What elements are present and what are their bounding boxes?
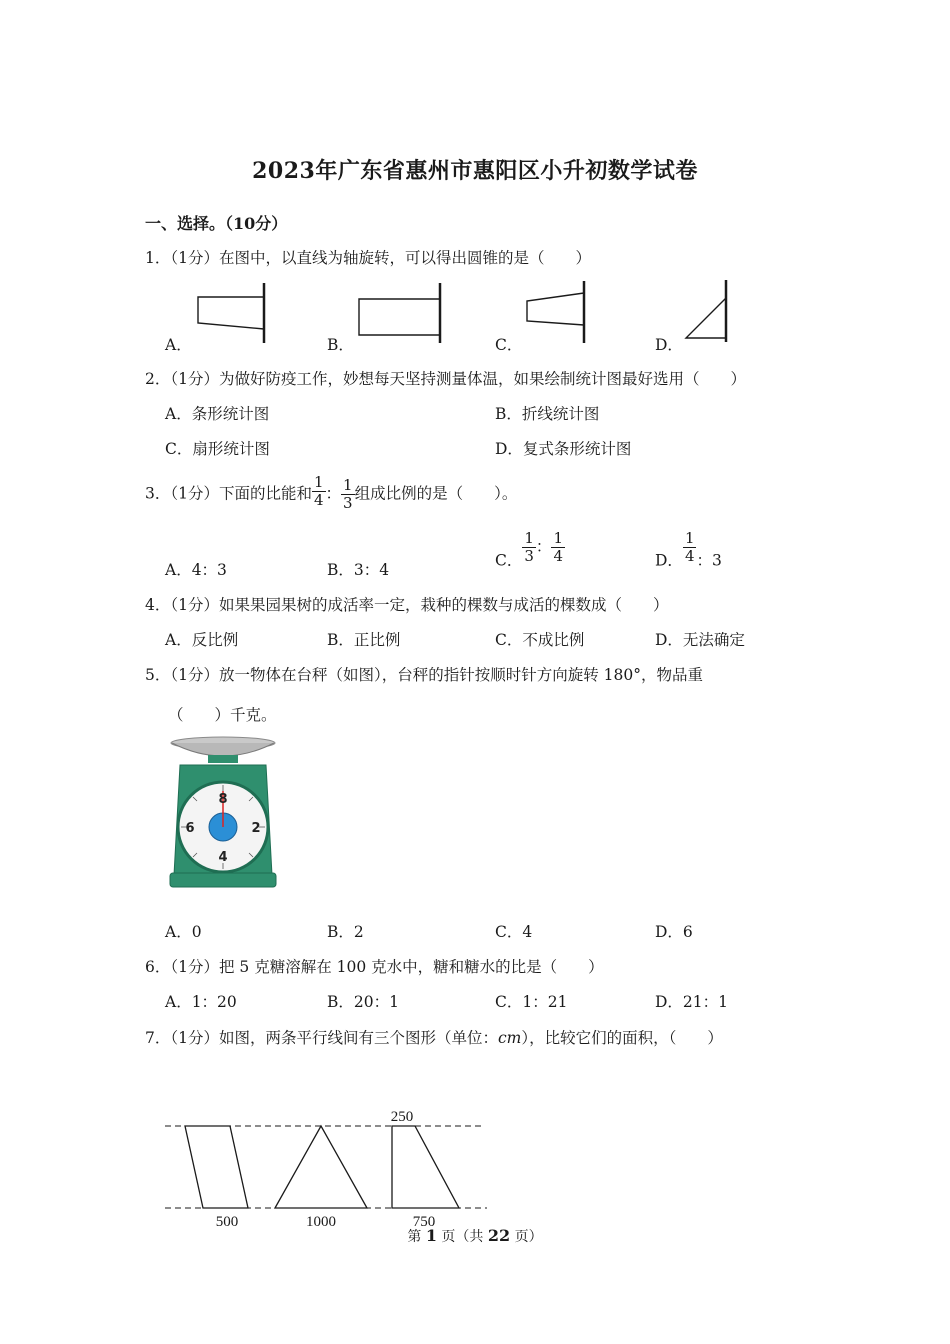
question-5-stem-line2: （ ）千克。 xyxy=(168,706,277,724)
question-2-stem: 2．（1分）为做好防疫工作，妙想每天坚持测量体温，如果绘制统计图最好选用（ ） xyxy=(145,370,746,388)
q4-option-c[interactable]: C．不成比例 xyxy=(495,631,585,649)
label-1000: 1000 xyxy=(306,1214,336,1230)
question-1-stem: 1．（1分）在图中，以直线为轴旋转，可以得出圆锥的是（ ） xyxy=(145,249,591,267)
label-500: 500 xyxy=(215,1214,239,1230)
q4-option-a[interactable]: A．反比例 xyxy=(165,631,239,649)
dial-number-6: 6 xyxy=(185,821,195,836)
page-number: 1 xyxy=(425,1226,437,1245)
triangle-shape xyxy=(275,1126,367,1208)
parallelogram-shape xyxy=(185,1126,248,1208)
question-4-stem: 4．（1分）如果果园果树的成活率一定，栽种的棵数与成活的棵数成（ ） xyxy=(145,596,669,614)
dial-number-4: 4 xyxy=(218,850,228,865)
q3-option-a[interactable]: A．4：3 xyxy=(165,561,227,579)
q6-option-b[interactable]: B．20：1 xyxy=(327,993,399,1011)
trapezoid-shape xyxy=(392,1126,459,1208)
q1-option-c[interactable]: C． xyxy=(495,336,523,354)
q3-option-c[interactable]: C． $\frac{1}{3}$ ： $\frac{1}{4}$ xyxy=(495,529,563,570)
q5-option-a[interactable]: A．0 xyxy=(165,923,202,941)
q6-option-d[interactable]: D．21：1 xyxy=(655,993,729,1011)
q1-option-b[interactable]: B． xyxy=(327,336,354,354)
page-total: 22 xyxy=(487,1226,511,1245)
q2-option-b[interactable]: B．折线统计图 xyxy=(495,405,600,423)
q3-stem-prefix: 3．（1分）下面的比能和 xyxy=(145,484,312,503)
q2-option-d[interactable]: D．复式条形统计图 xyxy=(495,440,632,458)
q6-option-a[interactable]: A．1：20 xyxy=(165,993,237,1011)
q4-option-d[interactable]: D．无法确定 xyxy=(655,631,745,649)
q2-option-a[interactable]: A．条形统计图 xyxy=(165,405,270,423)
q4-option-b[interactable]: B．正比例 xyxy=(327,631,401,649)
q1-figure-b xyxy=(356,283,446,343)
page-title: 2023年广东省惠州市惠阳区小升初数学试卷 xyxy=(252,158,698,184)
section-heading: 一、选择。（10分） xyxy=(145,214,288,233)
parallel-lines-figure xyxy=(165,1105,490,1230)
q3-option-d[interactable]: D． $\frac{1}{4}$ ：3 xyxy=(655,529,722,570)
dial-number-8: 8 xyxy=(218,792,228,807)
q3-colon: ： xyxy=(325,484,342,503)
q6-option-c[interactable]: C．1：21 xyxy=(495,993,568,1011)
question-6-stem: 6．（1分）把 5 克糖溶解在 100 克水中，糖和糖水的比是（ ） xyxy=(145,958,604,976)
q5-option-c[interactable]: C．4 xyxy=(495,923,533,941)
q5-option-d[interactable]: D．6 xyxy=(655,923,693,941)
q1-option-d[interactable]: D． xyxy=(655,336,683,354)
label-250: 250 xyxy=(390,1109,414,1125)
question-5-stem-line1: 5．（1分）放一物体在台秤（如图），台秤的指针按顺时针方向旋转 180°，物品重 xyxy=(145,666,703,684)
kitchen-scale-image xyxy=(168,735,278,890)
q3-fraction-2: $\frac{1}{3}$ xyxy=(343,476,353,512)
q1-option-a[interactable]: A． xyxy=(165,336,192,354)
unit-cm: cm xyxy=(497,1029,522,1047)
dial-number-2: 2 xyxy=(251,821,261,836)
q3-stem-suffix: 组成比例的是（ ）。 xyxy=(354,484,518,503)
q5-option-b[interactable]: B．2 xyxy=(327,923,364,941)
question-3-stem xyxy=(145,473,518,512)
page-footer: 第 1 页（共 22 页） xyxy=(407,1226,543,1245)
q2-option-c[interactable]: C．扇形统计图 xyxy=(165,440,270,458)
q3-fraction-1: $\frac{1}{4}$ xyxy=(313,473,324,509)
q3-option-b[interactable]: B．3：4 xyxy=(327,561,390,579)
label-750: 750 xyxy=(412,1214,436,1230)
q1-figure-c xyxy=(522,281,592,343)
q1-figure-d xyxy=(684,280,729,342)
question-7-stem: 7．（1分）如图，两条平行线间有三个图形（单位：cm），比较它们的面积，（ ） xyxy=(145,1029,723,1047)
q1-figure-a xyxy=(195,283,270,343)
